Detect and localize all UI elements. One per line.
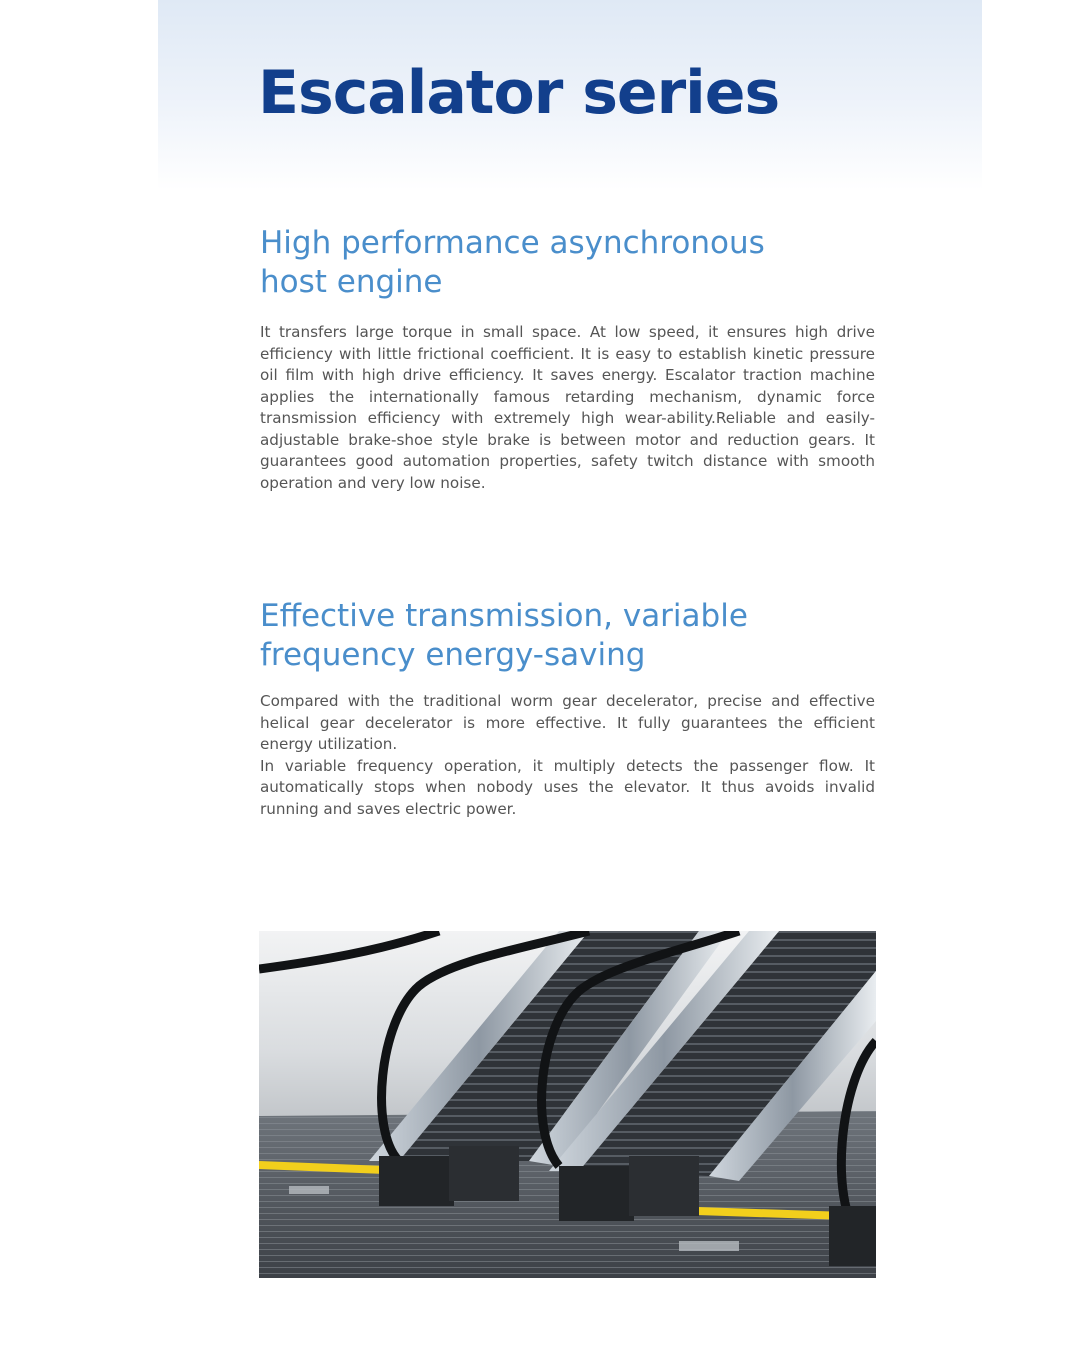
section-heading-transmission	[260, 597, 880, 675]
section-body-transmission	[260, 691, 875, 820]
section-body-engine	[260, 322, 875, 494]
page-title: Escalator series	[258, 58, 780, 128]
heading-line: host engine	[260, 264, 443, 300]
heading-line: Effective transmission, variable	[260, 598, 748, 634]
heading-line: High performance asynchronous	[260, 225, 765, 261]
section-heading-engine	[260, 224, 880, 302]
paragraph: It transfers large torque in small space. At low speed, it ensures high drive efficiency with little frictional coefficient. It is easy to establish kinetic pressure oil film with high drive efficiency. It saves energy. Escalator traction machine applies the internationally famous retarding mechanism, dynamic force transmission efficiency with extremely high wear-ability.Reliable and easily-adjustable brake-shoe style brake is between motor and reduction gears. It guarantees good automation properties, safety twitch distance with smooth operation and very low noise.	[260, 323, 875, 492]
heading-line: frequency energy-saving	[260, 637, 646, 673]
paragraph: In variable frequency operation, it multiply detects the passenger flow. It automatically stops when nobody uses the elevator. It thus avoids invalid running and saves electric power.	[260, 756, 875, 818]
escalator-photo	[259, 931, 876, 1278]
paragraph: Compared with the traditional worm gear decelerator, precise and effective helical gear decelerator is more effective. It fully guarantees the efficient energy utilization.	[260, 692, 875, 753]
